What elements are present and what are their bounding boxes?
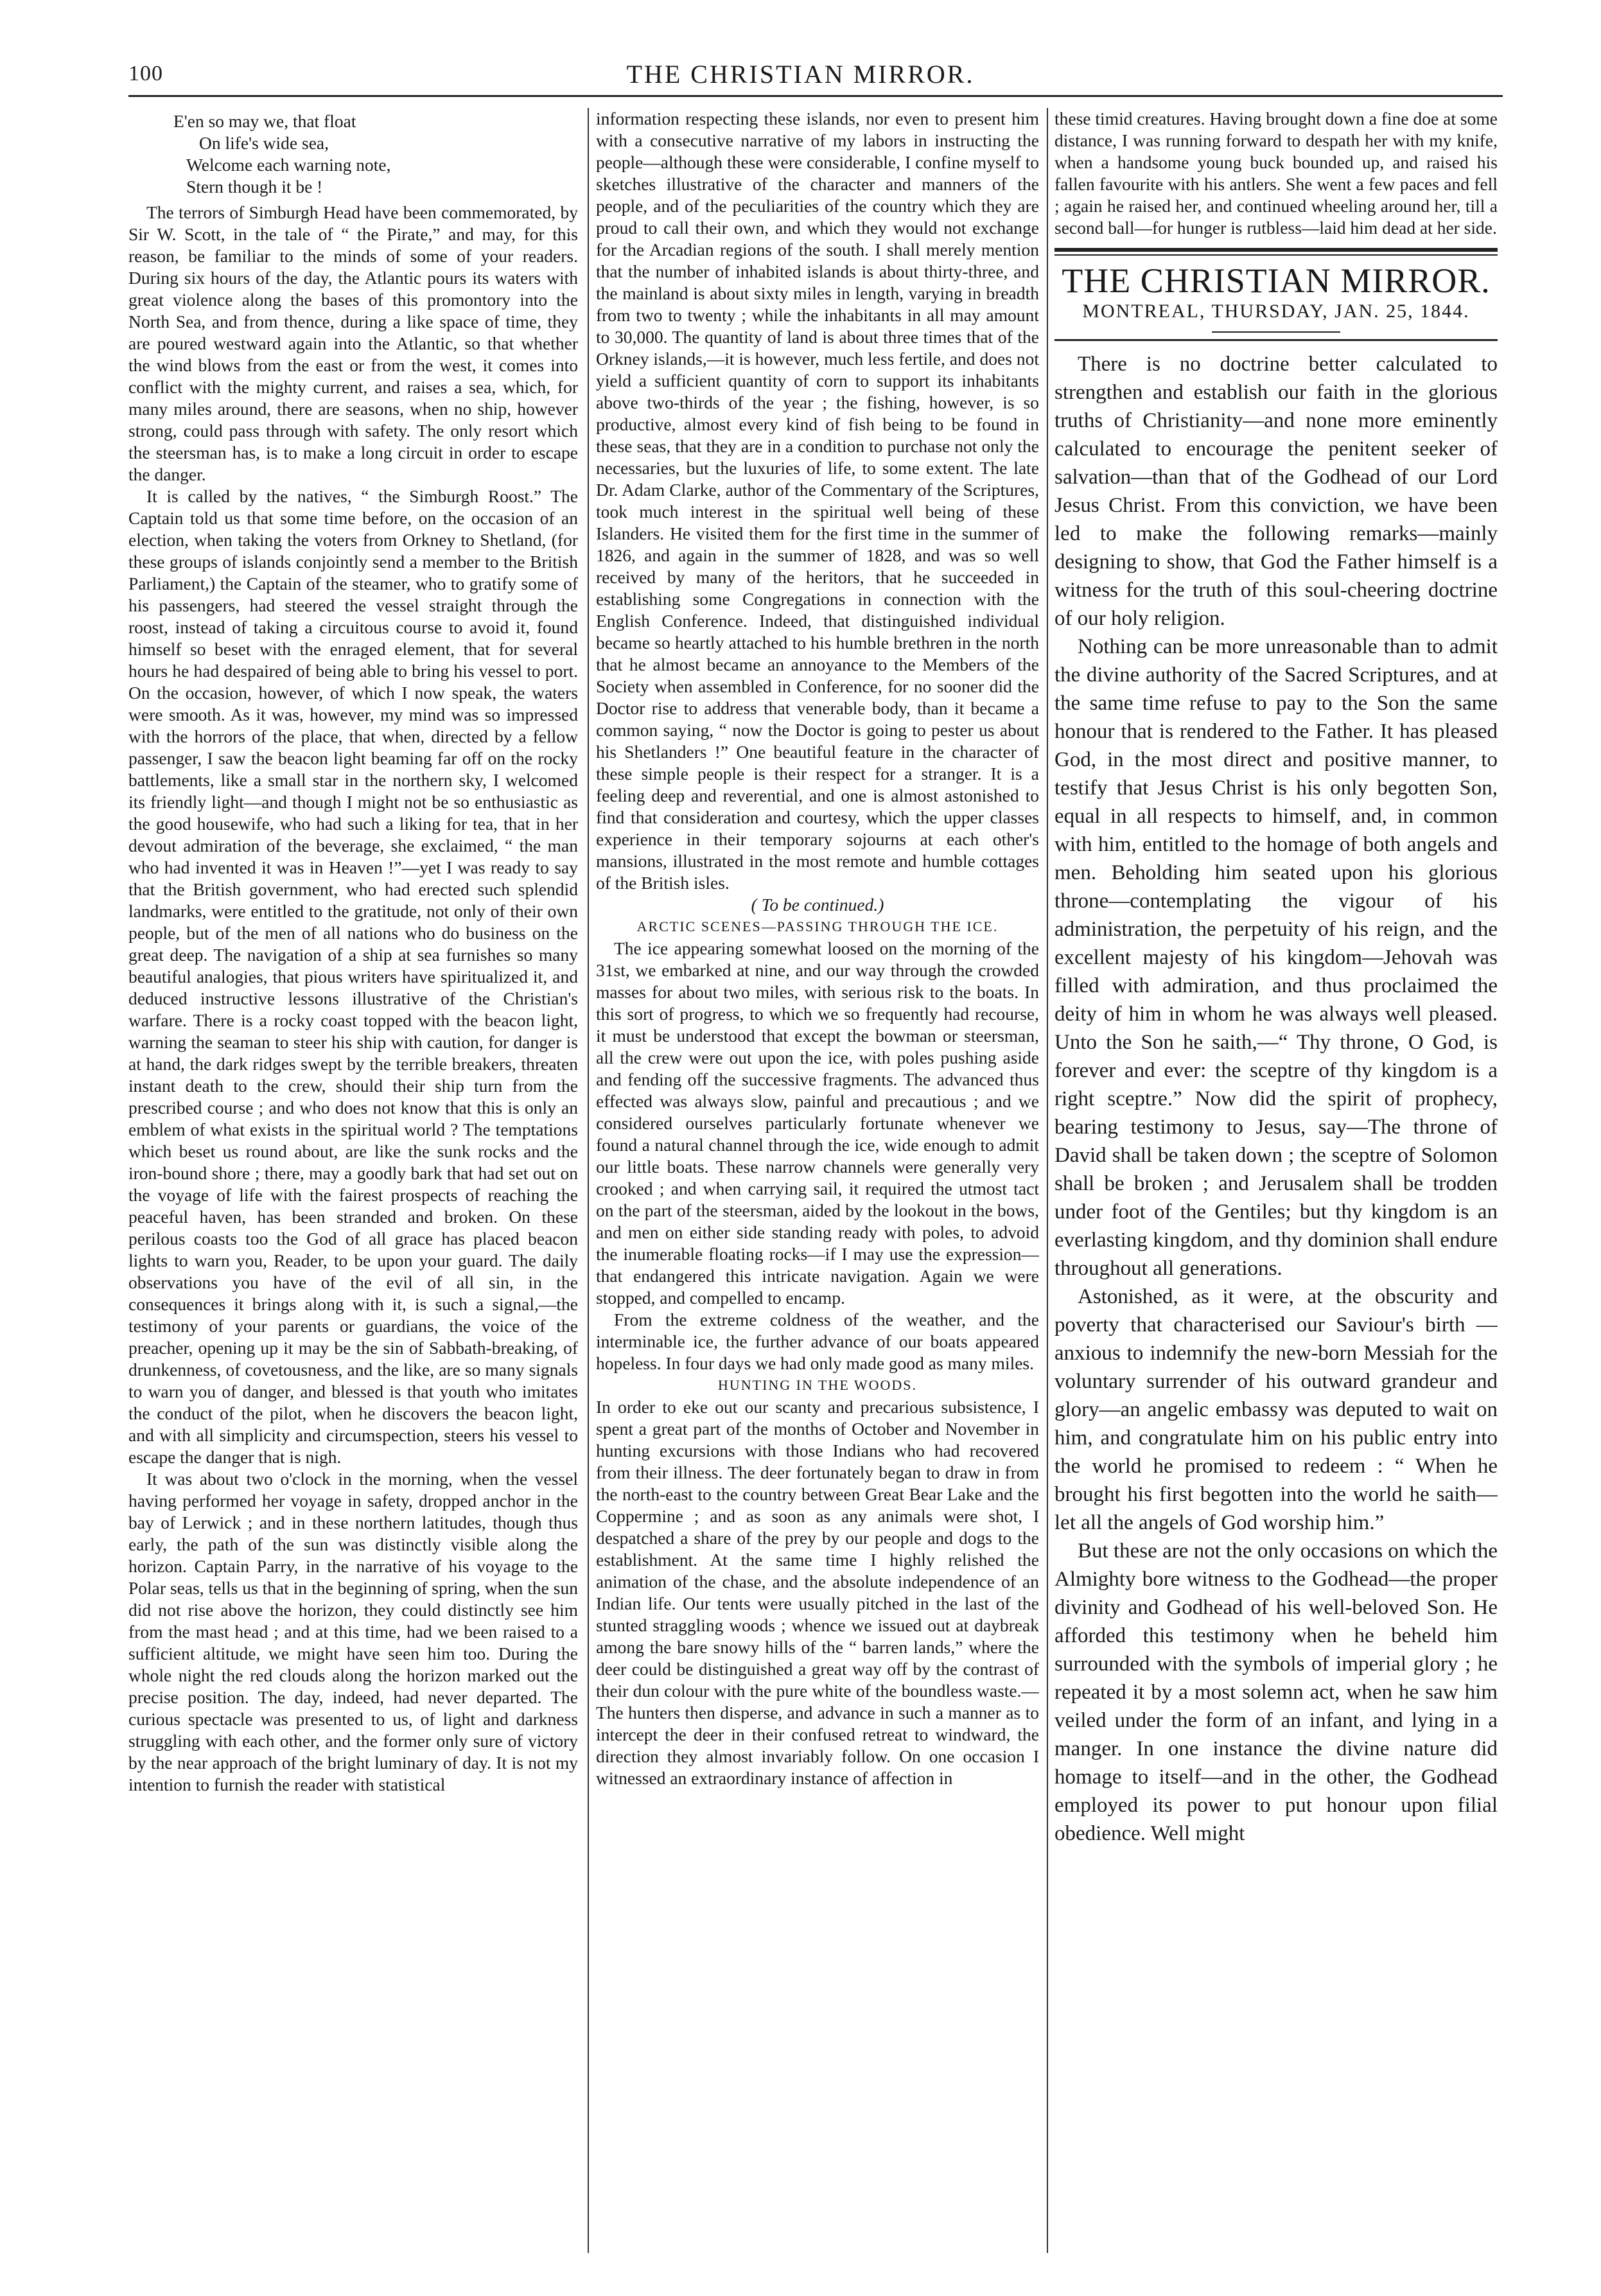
poem-line: On life's wide sea,: [199, 133, 329, 153]
running-title: THE CHRISTIAN MIRROR.: [626, 60, 975, 89]
dateline-rule: [1212, 331, 1340, 333]
column-divider-2: [1047, 108, 1048, 2253]
poem-line: E'en so may we, that float: [173, 111, 356, 131]
dateline: MONTREAL, THURSDAY, JAN. 25, 1844.: [1082, 301, 1470, 322]
paragraph: It is called by the natives, “ the Simburgh Roost.” The Captain told us that some time before, on the occasion of an election, when taking the voters from Orkney to Shetland, (for these groups of islands conjointly send a member to the British Parliament,) the Captain of the steamer, who to gratify some of his passengers, had steered the vessel straight through the roost, instead of taking a circuitous course to avoid it, found himself so beset with the enraged element, that for several hours he had despaired of being able to bring his vessel to port. On the occasion, however, of which I now speak, the waters were smooth. As it was, however, my mind was so impressed with the horrors of the place, that when, directed by a fellow passenger, I saw the beacon light beaming far off on the rocky battlements, like a small star in the northern sky, I welcomed its friendly light—and though I might not be so enthusiastic as the good housewife, who had such a liking for tea, that in her devout admiration of the beverage, she exclaimed, “ the man who had invented it was in Heaven !”—yet I was ready to say that the British government, who had erected such splendid landmarks, were entitled to the gratitude, not only of their own people, but of the men of all nations who do business on the great deep. The navigation of a ship at sea furnishes so many beautiful analogies, that pious writers have spiritualized it, and deduced instructive lessons illustrative of the Christian's warfare. There is a rocky coast topped with the beacon light, warning the seaman to steer his ship with caution, for danger is at hand, the dark ridges swept by the terrible breakers, threaten instant death to the crew, should their ship turn from the prescribed course ; and who does not know that this is only an emblem of what exists in the spiritual world ? The temptations which beset us round about, are like the sunk rocks and the iron-bound shore ; there, may a goodly bark that had set out on the voyage of life with the fairest prospects of reaching the peaceful haven, has been stranded and broken. On these perilous coasts too the God of all grace has placed beacon lights to warn you, Reader, to be upon your guard. The daily observations you have of the evil of all sin, in the consequences it brings along with it, is such a signal,—the testimony of your parents or guardians, the voice of the preacher, opening up it may be the sin of Sabbath-breaking, of drunkenness, of covetousness, and the like, are so many signals to warn you of danger, and blessed is that youth who imitates the conduct of the pilot, when he discovers the beacon light, and with all simplicity and circumspection, steers his vessel to escape the danger that is nigh.: [128, 486, 578, 1467]
paragraph: But these are not the only occasions on which the Almighty bore witness to the Godhead—the proper divinity and Godhead of his well-beloved Son. He afforded this testimony when he beheld him surrounded with the symbols of imperial glory ; he repeated it by a most solemn act, when he saw him veiled under the form of an infant, and lying in a manger. In one instance the divine nature did homage to itself—and in the other, the Godhead employed its power to put honour upon filial obedience. Well might: [1054, 1539, 1498, 1845]
header-rule: [128, 95, 1503, 97]
paragraph: these timid creatures. Having brought down a fine doe at some distance, I was running forward to despath her with my knife, when a handsome young buck bounded up, and raised his fallen favourite with his antlers. She went a few paces and fell ; again he raised her, and continued wheeling around her, till a second ball—for hunger is rutbless—laid him dead at her side.: [1054, 109, 1498, 238]
paragraph: information respecting these islands, nor even to present him with a consecutive narrative of my labors in instructing the people—although these were considerable, I confine myself to sketches illustrative of the character and manners of the people, and of the peculiarities of the country which they are proud to call their own, and which they would not exchange for the Arcadian regions of the south. I shall merely mention that the number of inhabited islands is about thirty-three, and the mainland is about sixty miles in length, varying in breadth from two to twenty ; while the inhabitants in all may amount to 30,000. The quantity of land is about three times that of the Orkney islands,—it is however, much less fertile, and does not yield a sufficient quantity of corn to support its inhabitants above two-thirds of the year ; the fishing, however, is so productive, almost every kind of fish being to be found in these seas, that they are in a condition to purchase not only the necessaries, but the luxuries of life, to some extent. The late Dr. Adam Clarke, author of the Commentary of the Scriptures, took much interest in the spiritual well being of these Islanders. He visited them for the first time in the summer of 1826, and again in the summer of 1828, and was so well received by many of the heritors, that he succeeded in establishing some Congregations in connection with the English Conference. Indeed, that distinguished individual became so heartly attached to his humble brethren in the north that he almost became an annoyance to the Members of the Society when assembled in Conference, for no sooner did the Doctor rise to address that venerable body, than it became a common saying, “ now the Doctor is going to pester us about his Shetlanders !” One beautiful feature in the character of these simple people is their respect for a stranger. It is a feeling deep and reverential, and one is almost astonished to find that consideration and courtesy, which the upper classes experience in their temporary sojourns at each other's mansions, illustrated in the most remote and humble cottages of the British isles.: [596, 109, 1039, 893]
to-be-continued: ( To be continued.): [751, 895, 884, 915]
paragraph: The ice appearing somewhat loosed on the morning of the 31st, we embarked at nine, and our way through the crowded masses for about two miles, with serious risk to the boats. In this sort of progress, to which we so frequently had recourse, it must be understood that except the bowman or steersman, all the crew were out upon the ice, with poles pushing aside and fending off the successive fragments. The advanced thus effected was always slow, painful and precautious ; and we considered ourselves particularly fortunate whenever we found a natural channel through the ice, wide enough to admit our little boats. These narrow channels were generally very crooked ; and when carrying sail, it required the utmost tact on the part of the steersman, aided by the lookout in the bows, and men on either side standing ready with poles, to advoid the inumerable floating rocks—if I may use the expression—that endangered this intricate navigation. Again we were stopped, and compelled to encamp.: [596, 938, 1039, 1308]
poem-line: Stern though it be !: [186, 177, 323, 197]
paragraph: Nothing can be more unreasonable than to admit the divine authority of the Sacred Scriptures, and at the same time refuse to pay to the Son the same honour that is rendered to the Father. It has pleased God, in the most direct and positive manner, to testify that Jesus Christ is his only begotten Son, equal in all respects to himself, and, in common with him, entitled to the homage of both angels and men. Beholding him seated upon his glorious throne—contemplating the vigour of his administration, the perpetuity of his reign, and the excellent majesty of his kingdom—Jehovah was filled with admiration, and thus proclaimed the deity of him in whom he was always well pleased. Unto the Son he saith,—“ Thy throne, O God, is forever and ever: the sceptre of thy kingdom is a right sceptre.” Now did the spirit of prophecy, bearing testimony to Jesus, say—The throne of David shall be taken down ; the sceptre of Solomon shall be broken ; and Jerusalem shall be trodden under foot of the Gentiles; but thy kingdom is an everlasting kingdom, and thy dominion shall endure throughout all generations.: [1054, 635, 1498, 1280]
column-2: [596, 108, 1039, 2253]
poem-line: Welcome each warning note,: [186, 155, 391, 175]
column-divider-1: [588, 108, 589, 2253]
masthead-title: THE CHRISTIAN MIRROR.: [1062, 261, 1491, 300]
paragraph: From the extreme coldness of the weather, and the interminable ice, the further advance of our boats appeared hopeless. In four days we had only made good as many miles.: [596, 1310, 1039, 1373]
paragraph: Astonished, as it were, at the obscurity and poverty that characterised our Saviour's birth —anxious to indemnify the new-born Messiah for the voluntary surrender of his outward grandeur and glory—an angelic embassy was deputed to wait on him, and congratulate him on his public entry into the world he promised to redeem : “ When he brought his first begotten into the world he saith—let all the angels of God worship him.”: [1054, 1285, 1498, 1534]
column-3: [1054, 108, 1498, 2253]
paragraph: In order to eke out our scanty and precarious subsistence, I spent a great part of the months of October and November in hunting excursions with those Indians who had recovered from their illness. The deer fortunately began to draw in from the north-east to the country between Great Bear Lake and the Coppermine ; and as soon as any animals were shot, I despatched a share of the prey by our people and dogs to the establishment. At the same time I highly relished the animation of the chase, and the absolute independence of an Indian life. Our tents were usually pitched in the last of the stunted straggling woods ; whence we issued out at daybreak among the bare snowy hills of the “ barren lands,” where the deer could be distinguished a great way off by the contrast of their dun colour with the pure white of the boundless waste.—The hunters then disperse, and advance in such a manner as to intercept the deer in their confused retreat to windward, the direction they almost invariably follow. On one occasion I witnessed an extraordinary instance of affection in: [596, 1397, 1039, 1788]
section-heading-hunting: HUNTING IN THE WOODS.: [717, 1377, 918, 1393]
section-heading-arctic: ARCTIC SCENES—PASSING THROUGH THE ICE.: [636, 918, 999, 934]
masthead-rule-thin: [1054, 254, 1498, 256]
paragraph: There is no doctrine better calculated to strengthen and establish our faith in the glorious truths of Christianity—and none more eminently calculated to encourage the penitent seeker of salvation—than that of the Godhead of our Lord Jesus Christ. From this conviction, we have been led to make the following remarks—mainly designing to show, that God the Father himself is a witness for the truth of this soul-cheering doctrine of our holy religion.: [1054, 353, 1498, 630]
column-1: [128, 110, 578, 2256]
poem: [128, 110, 578, 198]
masthead-rule-top: [1054, 248, 1498, 252]
page-number: 100: [128, 62, 163, 85]
paragraph: The terrors of Simburgh Head have been commemorated, by Sir W. Scott, in the tale of “ the Pirate,” and may, for this reason, be familiar to the minds of some of your readers. During six hours of the day, the Atlantic pours its waters with great violence along the bases of this promontory into the North Sea, and from thence, during a like space of time, they are poured westward again into the Atlantic, so that whether the wind blows from the east or from the west, it comes into conflict with the mighty current, and raises a sea, which, for many miles around, there are seasons, when no ship, however strong, could pass through with safety. The only resort which the steersman has, is to make a long circuit in order to escape the danger.: [128, 202, 578, 484]
paragraph: It was about two o'clock in the morning, when the vessel having performed her voyage in safety, dropped anchor in the bay of Lerwick ; and in these northern latitudes, though thus early, the path of the sun was distinctly visible along the horizon. Captain Parry, in the narrative of his voyage to the Polar seas, tells us that in the beginning of spring, when the sun did not rise above the horizon, they could distinctly see him from the mast head ; and at this time, had we been raised to a sufficient altitude, we might have seen him too. During the whole night the red clouds along the horizon marked out the precise position. The day, indeed, had never departed. The curious spectacle was presented to us, of light and darkness struggling with each other, and the former only sure of victory by the near approach of the bright luminary of day. It is not my intention to furnish the reader with statistical: [128, 1469, 578, 1794]
